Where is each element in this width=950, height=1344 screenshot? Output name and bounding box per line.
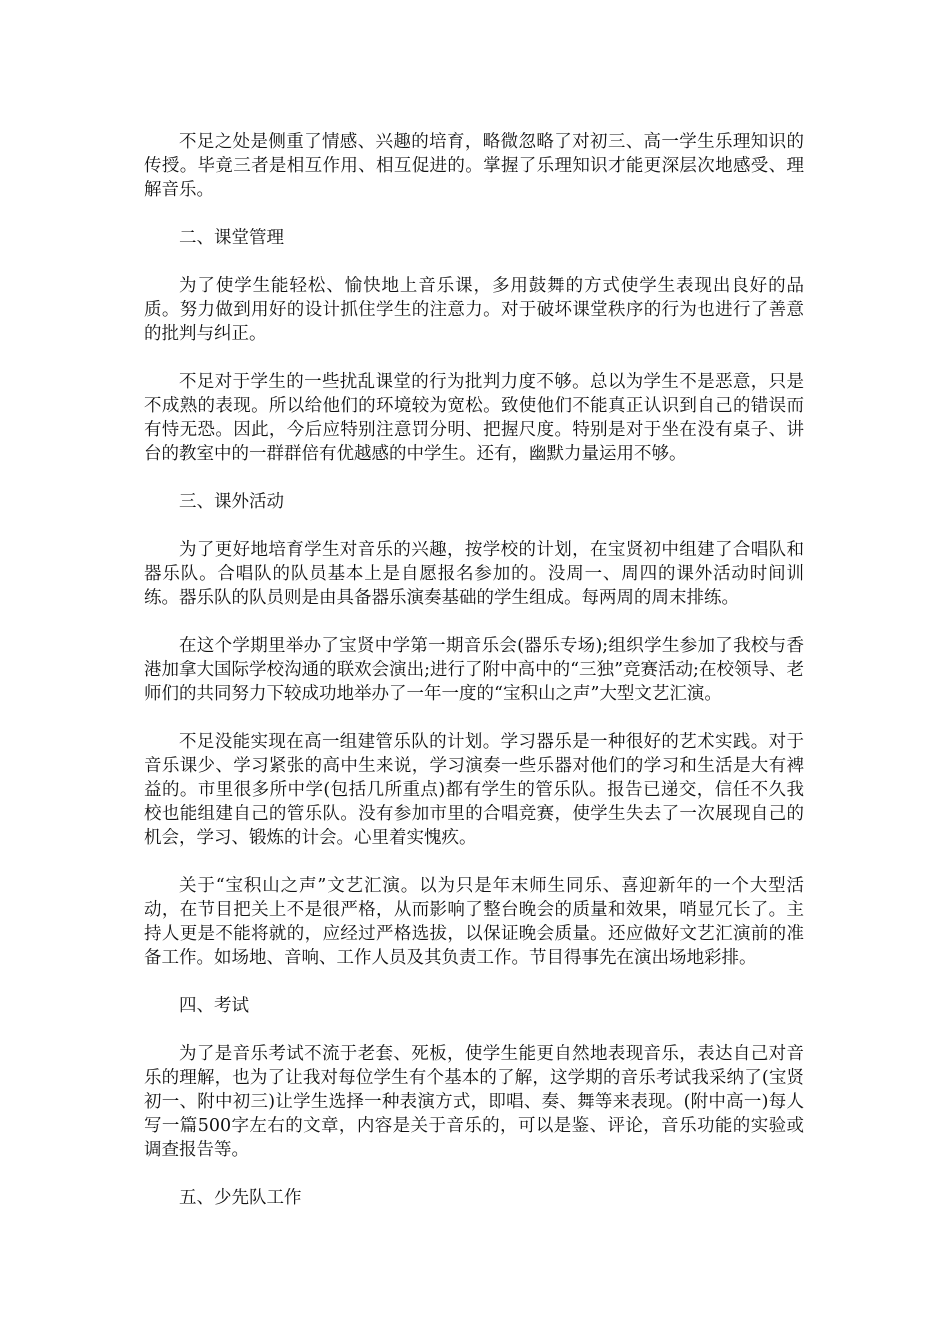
paragraph-classroom-shortfall: 不足对于学生的一些扰乱课堂的行为批判力度不够。总以为学生不是恶意，只是不成熟的表现。所以给他们的环境较为宽松。致使他们不能真正认识到自己的错误而有恃无恐。因此，今后应特别注意罚分明、把握尺度。特别是对于坐在没有桌子、讲台的教室中的一群群倍有优越感的中学生。还有，幽默力量运用不够。 [144, 372, 804, 464]
paragraph-concerts: 在这个学期里举办了宝贤中学第一期音乐会(器乐专场);组织学生参加了我校与香港加拿大国际学校沟通的联欢会演出;进行了附中高中的“三独”竞赛活动;在校领导、老师们的共同努力下较成功地举办了一年一度的“宝积山之声”大型文艺汇演。 [144, 636, 804, 704]
section-heading-extracurricular: 三、课外活动 [179, 492, 284, 512]
section-heading-young-pioneers: 五、少先队工作 [179, 1188, 302, 1208]
paragraph-gala-review: 关于“宝积山之声”文艺汇演。以为只是年末师生同乐、喜迎新年的一个大型活动，在节目把关上不是很严格，从而影响了整台晚会的质量和效果，哨显冗长了。主持人更是不能将就的，应经过严格选拔，以保证晚会质量。还应做好文艺汇演前的准备工作。如场地、音响、工作人员及其负责工作。节目得事先在演出场地彩排。 [144, 876, 804, 968]
section-heading-classroom-management: 二、课堂管理 [179, 228, 284, 248]
paragraph-music-theory-shortfall: 不足之处是侧重了情感、兴趣的培育，略微忽略了对初三、高一学生乐理知识的传授。毕竟三者是相互作用、相互促进的。掌握了乐理知识才能更深层次地感受、理解音乐。 [144, 132, 804, 200]
paragraph-choir-and-band: 为了更好地培育学生对音乐的兴趣，按学校的计划，在宝贤初中组建了合唱队和器乐队。合唱队的队员基本上是自愿报名参加的。没周一、周四的课外活动时间训练。器乐队的队员则是由具备器乐演奏基础的学生组成。每两周的周末排练。 [144, 540, 804, 608]
section-heading-exams: 四、考试 [179, 996, 249, 1016]
paragraph-exams: 为了是音乐考试不流于老套、死板，使学生能更自然地表现音乐，表达自己对音乐的理解，也为了让我对每位学生有个基本的了解，这学期的音乐考试我采纳了(宝贤初一、附中初三)让学生选择一种表演方式，即唱、奏、舞等来表现。(附中高一)每人写一篇500字左右的文章，内容是关于音乐的，可以是鉴、评论，音乐功能的实验或调查报告等。 [144, 1044, 804, 1160]
paragraph-wind-band-shortfall: 不足没能实现在高一组建管乐队的计划。学习器乐是一种很好的艺术实践。对于音乐课少、学习紧张的高中生来说，学习演奏一些乐器对他们的学习和生活是大有裨益的。市里很多所中学(包括几所重点)都有学生的管乐队。报告已递交，信任不久我校也能组建自己的管乐队。没有参加市里的合唱竞赛，使学生失去了一次展现自己的机会，学习、锻炼的计会。心里着实愧疚。 [144, 732, 804, 848]
paragraph-classroom-management: 为了使学生能轻松、愉快地上音乐课，多用鼓舞的方式使学生表现出良好的品质。努力做到用好的设计抓住学生的注意力。对于破坏课堂秩序的行为也进行了善意的批判与纠正。 [144, 276, 804, 344]
document-page [144, 130, 804, 1234]
